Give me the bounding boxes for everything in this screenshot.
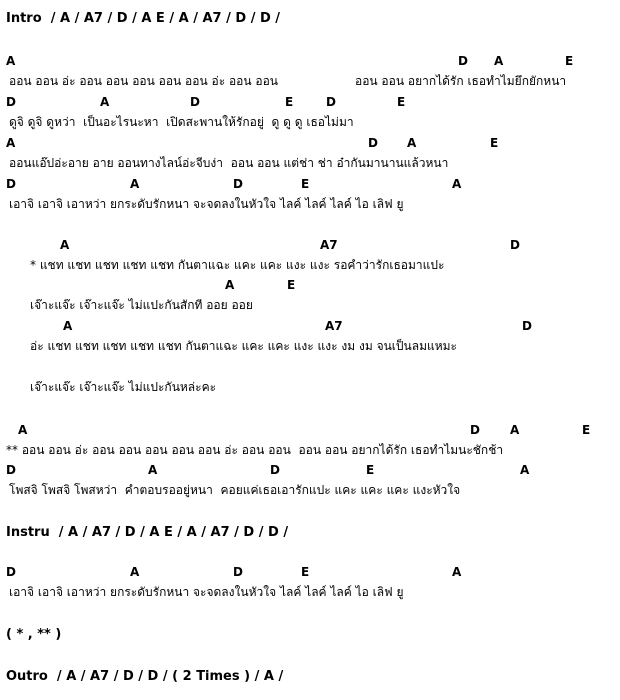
chord-symbol: E [565,54,574,68]
lyric-line: ออน ออน อยากได้รัก เธอทำไมยึกยักหนา [355,74,567,88]
chord-symbol: E [287,278,296,292]
lyric-line: ** ออน ออน อ่ะ ออน ออน ออน ออน ออน อ่ะ ออน ออน ออน ออน อยากได้รัก เธอทำไมนะชักช้า [6,443,504,457]
chord-symbol: E [490,136,499,150]
outro-line-label: Outro [6,669,48,684]
chord-symbol: D [270,463,280,477]
lyric-line: โพสจิ โพสจิ โพสหว่า คำตอบรออยู่หนา คอยแค่เธอเอารักแปะ แคะ แคะ แคะ แงะหัวใจ [9,483,461,497]
chord-symbol: E [301,177,310,191]
chord-symbol: D [458,54,468,68]
chord-symbol: A [6,54,16,68]
chord-symbol: A [452,565,462,579]
chord-symbol: D [6,95,16,109]
chord-symbol: A [18,423,28,437]
chord-symbol: A [130,565,140,579]
lyric-line: เจ๊าะแจ๊ะ เจ๊าะแจ๊ะ ไม่แปะกันหล่ะคะ [30,380,217,394]
outro-line-chords: / A / A7 / D / D / ( 2 Times ) / A / [47,669,284,684]
chord-symbol: A [6,136,16,150]
chord-symbol: D [470,423,480,437]
lyric-line: เจ๊าะแจ๊ะ เจ๊าะแจ๊ะ ไม่แปะกันสักที ออย ออย [30,298,253,312]
chord-symbol: D [233,565,243,579]
chord-symbol: A7 [325,319,343,333]
chord-symbol: A [407,136,417,150]
chord-symbol: D [233,177,243,191]
chord-symbol: A [100,95,110,109]
chord-symbol: E [582,423,591,437]
instru-line-label: Instru [6,525,50,540]
chord-symbol: D [368,136,378,150]
chord-symbol: E [397,95,406,109]
chord-symbol: A [225,278,235,292]
lyric-line: เอาจิ เอาจิ เอาหว่า ยกระดับรักหนา จะจดลงในหัวใจ ไลค์ ไลค์ ไลค์ ไอ เลิฟ ยู [9,585,404,599]
lyric-line: อ่ะ แชท แชท แชท แชท แชท กันตาแฉะ แคะ แคะ แงะ แงะ งม งม จนเป็นลมแหมะ [30,339,457,353]
instru-line [6,526,288,540]
chord-symbol: D [6,463,16,477]
repeat-marker: ( * , ** ) [6,627,62,642]
chord-symbol: A [452,177,462,191]
lyric-line: ดูจิ ดูจิ ดูหว่า เป็นอะไรนะหา เปิดสะพานให้รักอยู่ ดู ดู ดู เธอไม่มา [9,115,354,129]
chord-symbol: D [326,95,336,109]
intro-line-label: Intro [6,11,42,26]
lyric-line: * แชท แชท แชท แชท แชท กันตาแฉะ แคะ แคะ แงะ แงะ รอคำว่ารักเธอมาแปะ [30,258,445,272]
intro-line [6,12,280,26]
chord-symbol: A [130,177,140,191]
chord-symbol: A7 [320,238,338,252]
chord-symbol: E [285,95,294,109]
chord-symbol: D [510,238,520,252]
lyric-line: ออนแอ๊ปอ่ะอาย อาย ออนทางไลน์อ่ะจีบง่า ออน ออน แต่ช่า ช่า อ๋ากันมานานแล้วหนา [9,156,449,170]
instru-line-chords: / A / A7 / D / A E / A / A7 / D / D / [49,525,289,540]
chord-symbol: D [522,319,532,333]
lyric-line: ออน ออน อ่ะ ออน ออน ออน ออน ออน อ่ะ ออน ออน [9,74,279,88]
chord-symbol: D [6,177,16,191]
chord-symbol: E [366,463,375,477]
chord-symbol: E [301,565,310,579]
chord-symbol: A [494,54,504,68]
lyric-line: เอาจิ เอาจิ เอาหว่า ยกระดับรักหนา จะจดลงในหัวใจ ไลค์ ไลค์ ไลค์ ไอ เลิฟ ยู [9,197,404,211]
chord-symbol: D [190,95,200,109]
chord-symbol: A [520,463,530,477]
chord-symbol: A [60,238,70,252]
chord-symbol: A [510,423,520,437]
chord-symbol: D [6,565,16,579]
intro-line-chords: / A / A7 / D / A E / A / A7 / D / D / [41,11,281,26]
chord-symbol: A [148,463,158,477]
chord-symbol: A [63,319,73,333]
outro-line [6,670,283,684]
